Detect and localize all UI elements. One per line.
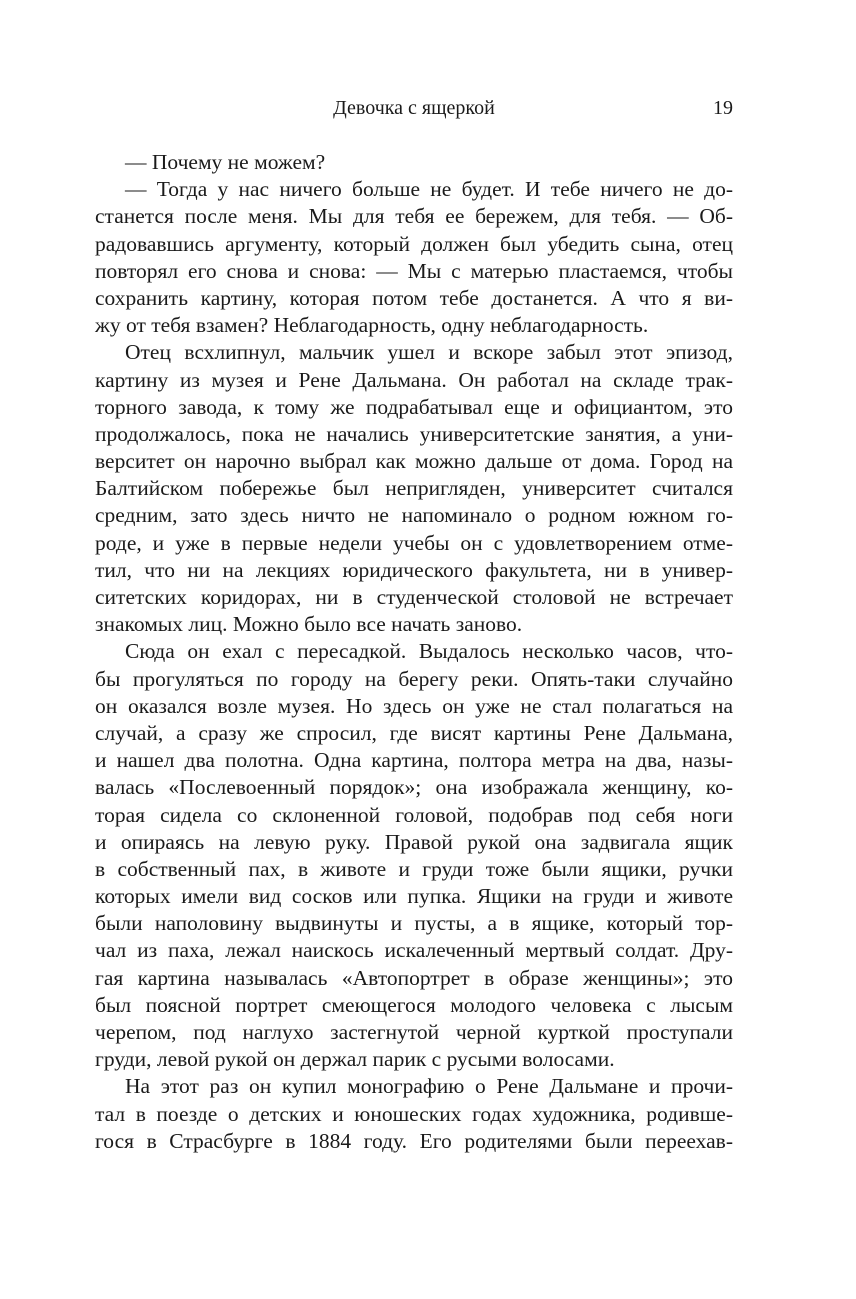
text-line-content: тал в поезде о детских и юношеских годах художника, родивше-	[95, 1101, 733, 1126]
text-line	[95, 149, 733, 176]
text-line-content: был поясной портрет смеющегося молодого человека с лысым	[95, 992, 733, 1017]
text-line-content: продолжалось, пока не начались университетские занятия, а уни-	[95, 421, 733, 446]
text-line	[95, 176, 733, 203]
text-line-content: — Тогда у нас ничего больше не будет. И тебе ничего не до-	[125, 177, 733, 202]
running-title: Девочка с ящеркой	[333, 97, 495, 119]
text-line	[95, 693, 733, 720]
text-line-content: сохранить картину, которая потом тебе достанется. А что я ви-	[95, 285, 733, 310]
text-line	[95, 1101, 733, 1128]
text-line-content: жу от тебя взамен? Неблагодарность, одну неблагодарность.	[95, 313, 649, 338]
text-line	[95, 666, 733, 693]
text-line-content: Отец всхлипнул, мальчик ушел и вскоре забыл этот эпизод,	[125, 340, 733, 365]
text-line-content: чал из паха, лежал наискось искалеченный мертвый солдат. Дру-	[95, 938, 733, 963]
text-line-content: валась «Послевоенный порядок»; она изображала женщину, ко-	[95, 775, 733, 800]
text-line	[95, 883, 733, 910]
text-line	[95, 1073, 733, 1100]
text-line-content: Балтийском побережье был непригляден, университет считался	[95, 476, 733, 501]
text-line-content: тил, что ни на лекциях юридического факультета, ни в универ-	[95, 557, 733, 582]
text-line-content: роде, и уже в первые недели учебы он с удовлетворением отме-	[95, 530, 733, 555]
text-line-content: ситетских коридорах, ни в студенческой столовой не встречает	[95, 585, 733, 609]
text-line	[95, 258, 733, 285]
body-text	[95, 149, 733, 1155]
text-line-content: картину из музея и Рене Дальмана. Он работал на складе трак-	[95, 367, 733, 392]
text-line	[95, 231, 733, 258]
text-line	[95, 774, 733, 801]
text-line	[95, 747, 733, 774]
text-line	[95, 367, 733, 394]
text-line	[95, 856, 733, 883]
text-line-content: случай, а сразу же спросил, где висят картины Рене Дальмана,	[95, 720, 733, 745]
text-line	[95, 720, 733, 747]
text-line-content: в собственный пах, в животе и груди тоже были ящики, ручки	[95, 856, 733, 881]
text-line-content: груди, левой рукой он держал парик с русыми волосами.	[95, 1047, 615, 1072]
text-line	[95, 475, 733, 502]
text-line	[95, 965, 733, 992]
text-line-content: торного завода, к тому же подрабатывал еще и официантом, это	[95, 394, 733, 419]
text-line-content: были наполовину выдвинуты и пусты, а в ящике, который тор-	[95, 911, 733, 936]
text-line	[95, 829, 733, 856]
text-line-content: радовавшись аргументу, который должен был убедить сына, отец	[95, 231, 733, 256]
text-line	[95, 530, 733, 557]
paragraph	[95, 149, 733, 176]
text-line-content: торая сидела со склоненной головой, подобрав под себя ноги	[95, 802, 733, 827]
text-line	[95, 312, 733, 339]
text-line	[95, 1128, 733, 1155]
text-line	[95, 910, 733, 937]
text-line-content: и опираясь на левую руку. Правой рукой она задвигала ящик	[95, 829, 733, 854]
text-line	[95, 448, 733, 475]
text-line-content: станется после меня. Мы для тебя ее бережем, для тебя. — Об-	[95, 204, 733, 229]
text-line-content: знакомых лиц. Можно было все начать заново.	[95, 612, 523, 637]
text-line-content: повторял его снова и снова: — Мы с матерью пластаемся, чтобы	[95, 258, 733, 283]
text-line-content: Сюда он ехал с пересадкой. Выдалось несколько часов, что-	[125, 639, 733, 664]
text-line	[95, 203, 733, 230]
page-number: 19	[713, 97, 733, 119]
text-line	[95, 992, 733, 1019]
text-line	[95, 937, 733, 964]
text-line	[95, 285, 733, 312]
text-line	[95, 584, 733, 611]
text-line	[95, 1046, 733, 1073]
text-line-content: которых имели вид сосков или пупка. Ящики на груди и животе	[95, 884, 733, 909]
text-line-content: средним, зато здесь ничто не напоминало о родном южном го-	[95, 503, 733, 528]
text-line	[95, 502, 733, 529]
text-line	[95, 557, 733, 584]
text-line-content: бы прогуляться по городу на берегу реки. Опять-таки случайно	[95, 666, 733, 691]
text-line-content: верситет он нарочно выбрал как можно дальше от дома. Город на	[95, 449, 733, 474]
paragraph	[95, 339, 733, 638]
text-line-content: черепом, под наглухо застегнутой черной курткой проступали	[95, 1020, 733, 1044]
running-header	[95, 94, 733, 122]
text-line-content: На этот раз он купил монографию о Рене Дальмане и прочи-	[125, 1074, 733, 1099]
paragraph	[95, 176, 733, 339]
text-line-content: он оказался возле музея. Но здесь он уже не стал полагаться на	[95, 693, 733, 718]
text-line-content: гося в Страсбурге в 1884 году. Его родителями были переехав-	[95, 1128, 733, 1153]
text-line	[95, 638, 733, 665]
text-line-content: гая картина называлась «Автопортрет в образе женщины»; это	[95, 965, 733, 990]
text-line	[95, 394, 733, 421]
text-line	[95, 802, 733, 829]
text-line	[95, 421, 733, 448]
paragraph	[95, 1073, 733, 1155]
text-line-content: и нашел два полотна. Одна картина, полтора метра на два, назы-	[95, 748, 733, 773]
text-line	[95, 339, 733, 366]
text-line	[95, 611, 733, 638]
paragraph	[95, 638, 733, 1073]
text-line	[95, 1019, 733, 1046]
text-line-content: — Почему не можем?	[125, 150, 326, 174]
